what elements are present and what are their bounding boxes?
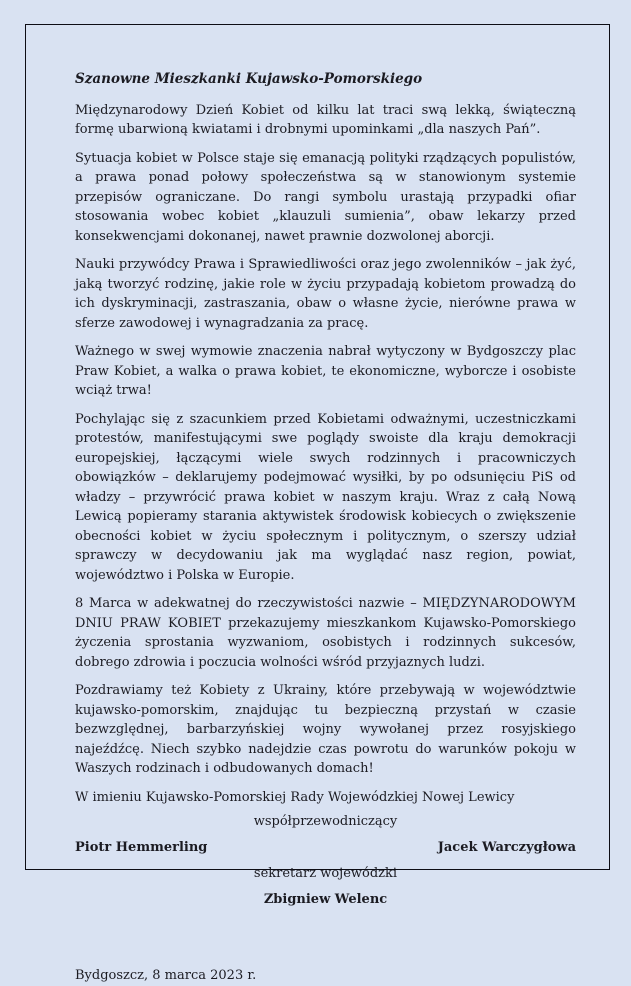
paragraph-ukraine-greetings: Pozdrawiamy też Kobiety z Ukrainy, które przebywają w województwie kujawsko-pomorskim, znajdując tu bezpieczną przystań w czasie bezwzględnej, barbarzyńskiej wojny wywołanej przez rosyjskiego najeźdźcę. Niech szybko nadejdzie czas powrotu do warunków pokoju w Waszych rodzinach i odbudowanych domach! [75, 683, 576, 776]
co-chair-right-name: Jacek Warczygłowa [437, 839, 576, 855]
paragraph-declaration: Pochylając się z szacunkiem przed Kobietami odważnymi, uczestniczkami protestów, manifestującymi swe poglądy swoiste dla kraju demokracji europejskiej, łączącymi wiele swych rodzinnych i pracowniczych obowiązków – deklarujemy podejmować wysiłki, by po odsunięciu PiS od władzy – przywrócić prawa kobiet w naszym kraju. Wraz z całą Nową Lewicą popieramy starania aktywistek środowisk kobiecych o zwiększenie obecności kobiet w życiu społecznym i politycznym, o szerszy udział sprawczy w decydowaniu jak ma wyglądać nasz region, powiat, województwo i Polska w Europie. [75, 411, 576, 583]
salutation: Szanowne Mieszkanki Kujawsko-Pomorskiego [75, 71, 423, 87]
secretary-role-label: sekretarz wojewódzki [253, 866, 398, 881]
co-chair-names-row [75, 838, 576, 858]
paragraph-womens-rights-square: Ważnego w swej wymowie znaczenia nabrał wytyczony w Bydgoszczy plac Praw Kobiet, a walka o prawa kobiet, te ekonomiczne, wyborcze i osobiste wciąż trwa! [75, 344, 576, 398]
secretary-name: Zbigniew Welenc [263, 891, 388, 907]
dateline: Bydgoszcz, 8 marca 2023 r. [75, 968, 257, 983]
co-chair-left-name: Piotr Hemmerling [75, 839, 208, 855]
paragraph-situation-of-women: Sytuacja kobiet w Polsce staje się emanacją polityki rządzących populistów, a prawa ponad połowy społeczeństwa są w stanowionym systemie przepisów ograniczane. Do rangi symbolu urastają przypadki ofiar stosowania wobec kobiet „klauzuli sumienia”, obaw lekarzy przed konsekwencjami dokonanej, nawet prawnie dozwolonej aborcji. [75, 150, 576, 244]
letter-page [25, 24, 610, 983]
co-chair-role-label: współprzewodniczący [253, 814, 398, 829]
paragraph-womens-day-form: Międzynarodowy Dzień Kobiet od kilku lat traci swą lekką, świąteczną formę ubarwioną kwiatami i drobnymi upominkami „dla naszych Pań”. [75, 102, 576, 137]
letter-content [26, 25, 609, 986]
paragraph-march-8-wishes: 8 Marca w adekwatnej do rzeczywistości nazwie – MIĘDZYNARODOWYM DNIU PRAW KOBIET przekazujemy mieszkankom Kujawsko-Pomorskiego życzenia sprostania wyzwaniom, osobistych i rodzinnych sukcesów, dobrego zdrowia i poczucia wolności wśród przyjaznych ludzi. [75, 596, 576, 670]
on-behalf-line: W imieniu Kujawsko-Pomorskiej Rady Wojewódzkiej Nowej Lewicy [75, 789, 515, 805]
paragraph-pis-teachings: Nauki przywódcy Prawa i Sprawiedliwości oraz jego zwolenników – jak żyć, jaką tworzyć rodzinę, jakie role w życiu przypadają kobietom prowadzą do ich dyskryminacji, zastraszania, obaw o własne życie, nierówne prawa w sferze zawodowej i wynagradzania za pracę. [75, 257, 576, 331]
